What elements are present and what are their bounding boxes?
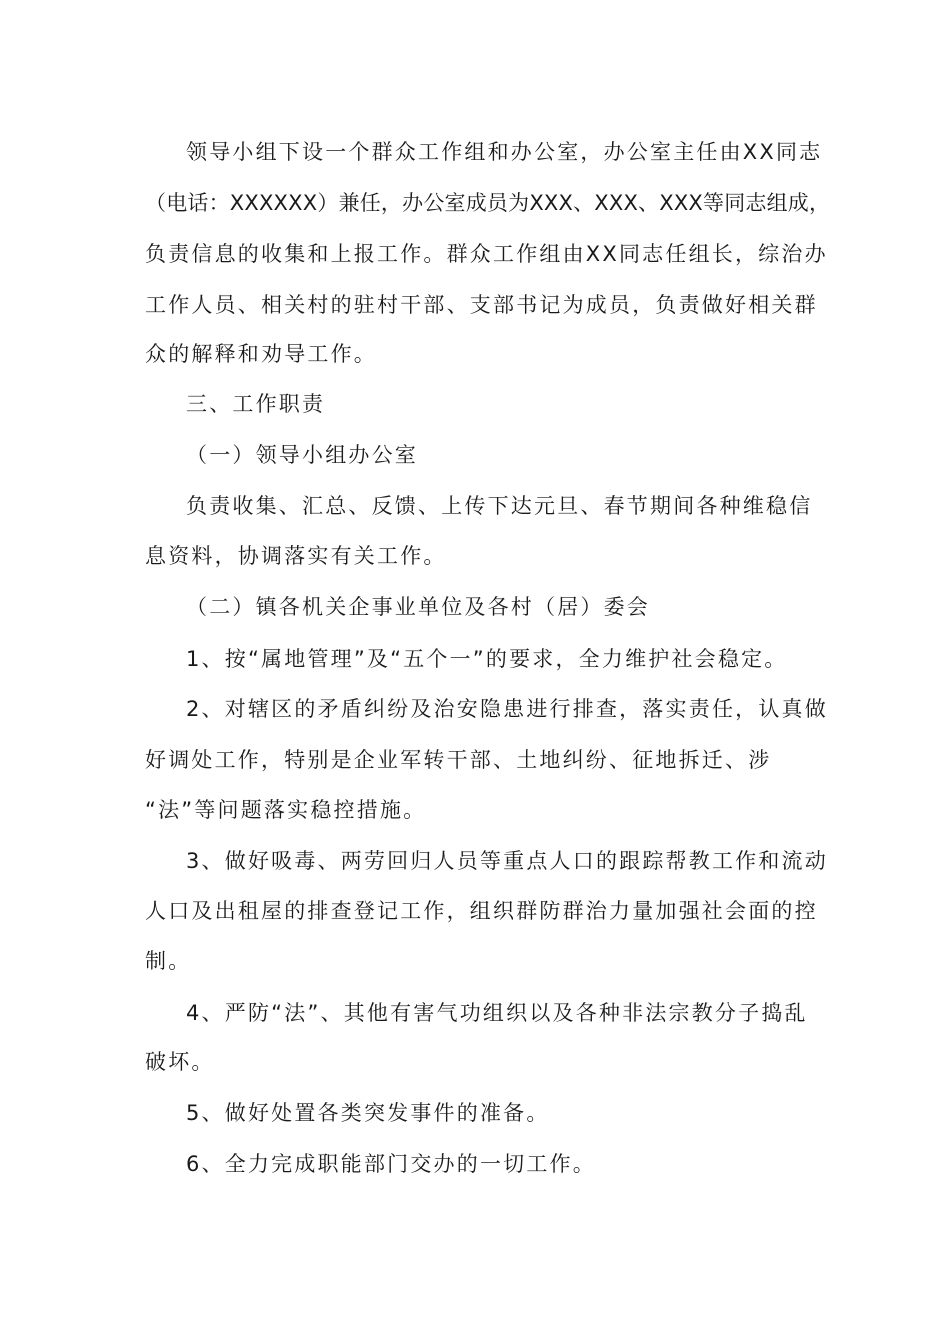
paragraph-line: （电话：XXXXXX）兼任，办公室成员为XXX、XXX、XXX等同志组成， [145,191,831,215]
paragraph-line: 息资料，协调落实有关工作。 [145,544,447,568]
subsection-heading: （一）领导小组办公室 [186,443,418,467]
paragraph-line: 负责信息的收集和上报工作。群众工作组由XX同志任组长，综治办 [145,242,828,266]
list-item-line: 2、对辖区的矛盾纠纷及治安隐患进行排查，落实责任，认真做 [186,697,828,721]
list-item-line: 制。 [145,949,192,973]
list-item-line: 1、按“属地管理”及“五个一”的要求，全力维护社会稳定。 [186,647,788,671]
list-item-line: 好调处工作，特别是企业军转干部、土地纠纷、征地拆迁、涉 [145,748,772,772]
paragraph-line: 众的解释和劝导工作。 [145,342,377,366]
list-item-line: 5、做好处置各类突发事件的准备。 [186,1101,550,1125]
list-item-line: 6、全力完成职能部门交办的一切工作。 [186,1152,596,1176]
list-item-line: 人口及出租屋的排查登记工作，组织群防群治力量加强社会面的控 [145,899,818,923]
list-item-line: 破坏。 [145,1050,215,1074]
list-item-line: “法”等问题落实稳控措施。 [145,798,427,822]
paragraph-line: 领导小组下设一个群众工作组和办公室，办公室主任由XX同志 [186,140,823,164]
subsection-heading: （二）镇各机关企事业单位及各村（居）委会 [186,595,650,619]
list-item-line: 4、严防“法”、其他有害气功组织以及各种非法宗教分子捣乱 [186,1001,808,1025]
paragraph-line: 负责收集、汇总、反馈、上传下达元旦、春节期间各种维稳信 [186,494,813,518]
section-heading: 三、工作职责 [186,392,326,416]
list-item-line: 3、做好吸毒、两劳回归人员等重点人口的跟踪帮教工作和流动 [186,849,828,873]
paragraph-line: 工作人员、相关村的驻村干部、支部书记为成员，负责做好相关群 [145,293,818,317]
